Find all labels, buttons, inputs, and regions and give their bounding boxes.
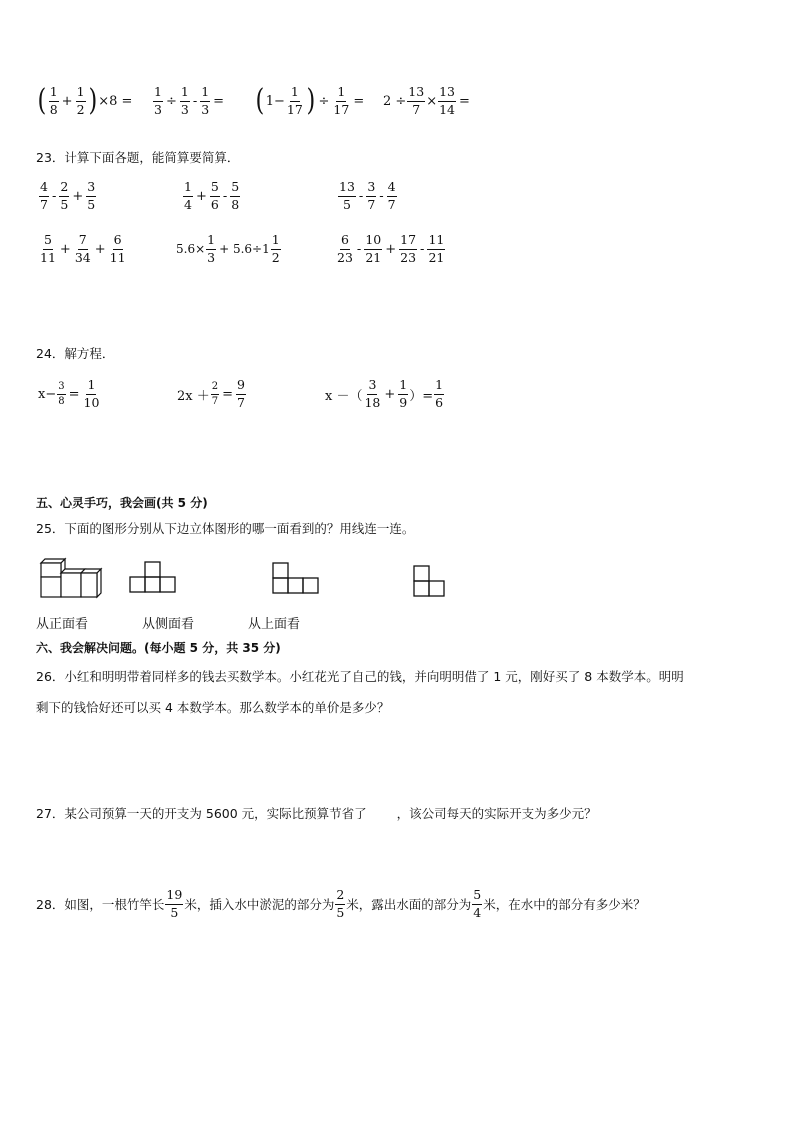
fraction: $\frac{1}{17}$ [286, 84, 303, 117]
fraction: $\frac{1}{3}$ [154, 84, 162, 117]
question-26-line-1: 26．小红和明明带着同样多的钱去买数学本。小红花光了自己的钱，并向明明借了 1 元，刚好买了 8 本数学本。明明 [36, 669, 684, 684]
view-figure-2 [273, 562, 323, 598]
q23-expr-3: $\frac{13}{5}$ - $\frac{3}{7}$ - $\frac{4}{7}$ [339, 179, 396, 212]
q23-expr-5: 5.6× $\frac{1}{3}$ + 5.6÷1 $\frac{1}{2}$ [176, 232, 280, 265]
expr-4 [383, 86, 472, 116]
fraction: $\frac{13}{14}$ [439, 84, 456, 117]
q23-expr-4: $\frac{5}{11}$ + $\frac{7}{34}$ + $\frac{6}{11}$ [40, 232, 126, 265]
times-sign: × [426, 93, 438, 109]
divide-sign: ÷ [318, 93, 330, 109]
right-paren: ) [306, 83, 316, 118]
fraction: $\frac{1}{3}$ [180, 84, 189, 117]
equals-sign: = [459, 93, 470, 109]
expr-1 [36, 83, 133, 118]
q23-expr-2: $\frac{1}{4}$ + $\frac{5}{6}$ - $\frac{5}{8}$ [184, 179, 240, 212]
label-side-view: 从侧面看 [142, 617, 195, 632]
question-28: 28．如图，一根竹竿长 $\frac{19}{5}$ 米，插入水中淤泥的部分为 $\frac{2}{5}$ 米，露出水面的部分为 $\frac{5}{4}$ 米，在水中的部分有多少米？ [36, 887, 646, 920]
q23-expr-6: $\frac{6}{23}$ - $\frac{10}{21}$ + $\frac{17}{23}$ - $\frac{11}{21}$ [337, 232, 445, 265]
question-27 [36, 804, 597, 822]
q23-expr-1: $\frac{4}{7}$ - $\frac{2}{5}$ + $\frac{3}{5}$ [40, 179, 96, 212]
one-minus: 1− [265, 93, 285, 109]
minus-sign: - [192, 93, 198, 109]
right-paren: ) [87, 83, 97, 118]
q27-text-1: 27．某公司预算一天的开支为 5600 元，实际比预算节省了 [36, 806, 367, 821]
question-26-line-2: 剩下的钱恰好还可以买 4 本数学本。那么数学本的单价是多少？ [36, 700, 390, 715]
lead-text: 2 ÷ [383, 93, 407, 109]
expr-2 [152, 86, 226, 116]
fraction: $\frac{1}{17}$ [333, 84, 350, 117]
question-23-title: 23．计算下面各题，能简算要简算． [36, 150, 240, 165]
question-24-title: 24．解方程． [36, 346, 115, 361]
expr-3 [254, 83, 366, 118]
view-figure-3 [414, 565, 448, 601]
q27-text-2: ，该公司每天的实际开支为多少元？ [396, 806, 597, 821]
equals-sign: = [213, 93, 225, 109]
label-front-view: 从正面看 [36, 617, 89, 632]
equation-2: 2x ＋ $\frac{2}{7}$ = $\frac{9}{7}$ [177, 377, 245, 410]
view-figure-1 [130, 560, 180, 598]
question-25-title: 25．下面的图形分别从下边立体图形的哪一面看到的？用线连一连。 [36, 521, 415, 536]
equation-1: x− $\frac{3}{8}$ = $\frac{1}{10}$ [38, 377, 100, 410]
times-eight: ×8 = [98, 93, 133, 109]
label-top-view: 从上面看 [248, 617, 301, 632]
left-paren: ( [37, 83, 47, 118]
fraction: $\frac{1}{8}$ [49, 84, 58, 117]
divide-sign: ÷ [165, 93, 177, 109]
left-paren: ( [255, 83, 265, 118]
fraction: $\frac{1}{2}$ [76, 84, 85, 117]
cube-solid-figure [38, 549, 104, 599]
fraction: $\frac{1}{3}$ [201, 84, 210, 117]
fraction: $\frac{13}{7}$ [408, 84, 425, 117]
equals-sign: = [353, 93, 365, 109]
section-5-heading: 五、心灵手巧，我会画(共 5 分) [36, 496, 208, 510]
equation-3: x －（ $\frac{3}{18}$ + $\frac{1}{9}$ ）= $\frac{1}{6}$ [325, 377, 444, 410]
plus-sign: + [61, 93, 73, 109]
section-6-heading: 六、我会解决问题。(每小题 5 分，共 35 分) [36, 641, 281, 655]
